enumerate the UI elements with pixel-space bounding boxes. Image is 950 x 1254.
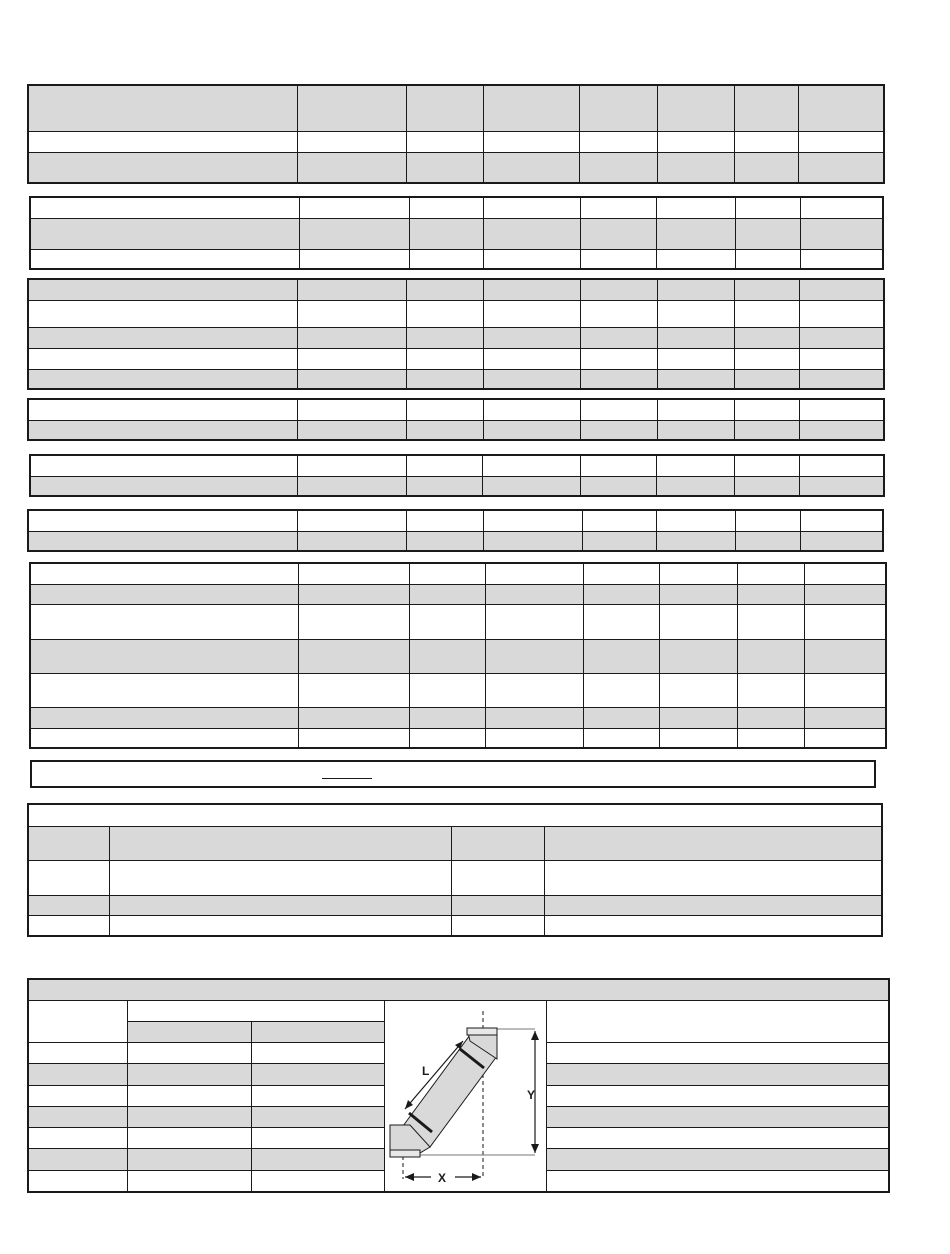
table-cell xyxy=(406,85,483,131)
table-row xyxy=(28,510,883,531)
table-cell xyxy=(28,348,297,369)
table-cell xyxy=(251,1043,384,1064)
table-cell xyxy=(737,604,804,639)
table-cell xyxy=(485,728,583,748)
table-header-row xyxy=(28,1000,889,1021)
table-cell xyxy=(251,1106,384,1127)
table-cell xyxy=(804,707,886,728)
l-label: L xyxy=(421,1063,429,1078)
table-cell xyxy=(251,1128,384,1149)
table-cell xyxy=(127,1149,251,1170)
table-cell xyxy=(583,639,659,673)
table-cell xyxy=(299,197,409,218)
top-collar xyxy=(467,1028,497,1035)
table-cell xyxy=(583,563,659,584)
table-cell xyxy=(737,639,804,673)
table-cell xyxy=(580,399,657,420)
table-cell xyxy=(546,1128,889,1149)
table-cell xyxy=(28,300,297,327)
table-cell xyxy=(109,826,451,860)
table-cell xyxy=(798,85,884,131)
table-cell xyxy=(109,860,451,895)
table-cell xyxy=(657,131,734,152)
table-cell xyxy=(482,455,580,476)
table-row xyxy=(28,152,884,183)
table-cell xyxy=(583,673,659,707)
table-row xyxy=(28,895,882,915)
table-cell xyxy=(734,131,798,152)
table-cell xyxy=(406,399,483,420)
table-cell xyxy=(800,197,883,218)
table-cell xyxy=(30,639,298,673)
table-cell xyxy=(28,979,889,1000)
table-row xyxy=(30,455,884,476)
table-title-row xyxy=(28,804,882,826)
table-cell xyxy=(483,327,580,348)
table-cell xyxy=(406,348,483,369)
table-cell xyxy=(127,1064,251,1085)
table-cell xyxy=(406,476,482,496)
table-cell xyxy=(734,279,799,300)
table-row xyxy=(30,673,886,707)
table-cell xyxy=(109,895,451,915)
table-cell xyxy=(804,563,886,584)
table-cell xyxy=(799,399,884,420)
table-cell xyxy=(485,639,583,673)
table-row xyxy=(30,476,884,496)
table-cell xyxy=(297,85,406,131)
table-row xyxy=(30,563,886,584)
table-cell xyxy=(483,399,580,420)
table-cell xyxy=(659,728,737,748)
table-header-row xyxy=(28,826,882,860)
table-cell xyxy=(28,895,109,915)
table-cell xyxy=(734,476,799,496)
table-cell xyxy=(657,369,734,389)
table-cell xyxy=(579,131,657,152)
table-cell xyxy=(406,152,483,183)
table-cell xyxy=(483,420,580,440)
table-row xyxy=(30,728,886,748)
table-cell xyxy=(799,327,884,348)
table-cell xyxy=(799,348,884,369)
table-cell xyxy=(28,1043,127,1064)
table-cell xyxy=(28,85,297,131)
table-cell xyxy=(579,152,657,183)
table-cell xyxy=(482,476,580,496)
note-box xyxy=(30,760,876,788)
table-cell xyxy=(800,510,883,531)
table-cell xyxy=(804,673,886,707)
spec-table-6 xyxy=(27,509,884,552)
table-row xyxy=(28,915,882,936)
table-cell xyxy=(804,604,886,639)
table-cell xyxy=(483,510,582,531)
table-cell xyxy=(409,563,485,584)
table-cell xyxy=(656,218,735,249)
table-cell xyxy=(734,327,799,348)
table-row xyxy=(28,399,884,420)
table-cell xyxy=(451,860,544,895)
table-row xyxy=(30,707,886,728)
table-title-row xyxy=(28,979,889,1000)
table-row xyxy=(28,300,884,327)
table-cell xyxy=(657,300,734,327)
table-cell xyxy=(30,197,299,218)
table-row xyxy=(30,584,886,604)
table-cell xyxy=(483,369,580,389)
table-row xyxy=(30,639,886,673)
table-cell xyxy=(735,249,800,269)
table-cell xyxy=(546,1064,889,1085)
table-cell xyxy=(580,420,657,440)
y-label: Y xyxy=(526,1087,535,1102)
table-cell xyxy=(734,399,799,420)
table-cell xyxy=(546,1000,889,1043)
table-cell xyxy=(409,707,485,728)
table-cell xyxy=(298,707,409,728)
table-row xyxy=(28,531,883,551)
table-cell xyxy=(30,563,298,584)
table-cell xyxy=(734,300,799,327)
table-cell xyxy=(28,1128,127,1149)
table-cell xyxy=(485,707,583,728)
x-arrow-left xyxy=(405,1173,414,1181)
spec-table-7 xyxy=(29,562,887,749)
table-cell xyxy=(298,639,409,673)
table-cell xyxy=(580,218,656,249)
x-label: X xyxy=(437,1170,446,1185)
table-cell xyxy=(737,584,804,604)
table-cell xyxy=(297,476,406,496)
table-cell xyxy=(737,563,804,584)
table-cell xyxy=(583,604,659,639)
table-cell xyxy=(546,1170,889,1191)
x-arrow-right xyxy=(472,1173,481,1181)
spec-table-5 xyxy=(29,454,885,497)
table-cell xyxy=(483,218,580,249)
table-cell xyxy=(579,85,657,131)
table-cell xyxy=(406,369,483,389)
table-cell xyxy=(657,348,734,369)
table-row xyxy=(28,369,884,389)
table-cell xyxy=(127,1021,251,1042)
table-cell xyxy=(483,531,582,551)
table-cell xyxy=(659,563,737,584)
table-cell xyxy=(30,218,299,249)
table-cell xyxy=(297,152,406,183)
table-cell xyxy=(127,1170,251,1191)
table-cell xyxy=(799,300,884,327)
table-cell xyxy=(734,348,799,369)
table-cell xyxy=(297,300,406,327)
table-cell xyxy=(799,420,884,440)
table-cell xyxy=(28,1106,127,1127)
table-cell xyxy=(804,584,886,604)
table-cell xyxy=(28,369,297,389)
table-cell xyxy=(804,639,886,673)
table-cell xyxy=(30,455,297,476)
table-cell xyxy=(737,728,804,748)
table-cell xyxy=(28,1170,127,1191)
table-cell xyxy=(580,197,656,218)
table-cell xyxy=(30,707,298,728)
table-cell xyxy=(799,455,884,476)
table-cell xyxy=(28,915,109,936)
table-cell xyxy=(409,218,483,249)
table-cell xyxy=(583,707,659,728)
table-cell xyxy=(485,584,583,604)
table-cell xyxy=(544,826,882,860)
table-cell xyxy=(251,1085,384,1106)
table-cell xyxy=(409,639,485,673)
y-arrow-top xyxy=(531,1031,539,1040)
table-cell xyxy=(483,131,579,152)
table-cell xyxy=(251,1170,384,1191)
table-cell xyxy=(580,279,657,300)
table-cell xyxy=(28,327,297,348)
table-cell xyxy=(451,826,544,860)
table-cell xyxy=(799,279,884,300)
table-row xyxy=(30,604,886,639)
table-cell xyxy=(298,673,409,707)
table-cell xyxy=(409,604,485,639)
table-cell xyxy=(299,249,409,269)
table-cell xyxy=(659,673,737,707)
table-cell xyxy=(799,476,884,496)
table-cell xyxy=(30,604,298,639)
table-cell xyxy=(546,1106,889,1127)
table-cell xyxy=(28,131,297,152)
table-cell xyxy=(657,279,734,300)
table-cell xyxy=(409,249,483,269)
table-cell xyxy=(657,85,734,131)
table-cell xyxy=(28,420,297,440)
table-row xyxy=(30,218,883,249)
table-cell xyxy=(483,197,580,218)
table-cell xyxy=(656,476,734,496)
table-cell xyxy=(30,673,298,707)
table-cell xyxy=(127,1085,251,1106)
table-cell xyxy=(800,531,883,551)
table-cell xyxy=(483,348,580,369)
table-cell xyxy=(580,369,657,389)
table-cell xyxy=(580,249,656,269)
table-cell xyxy=(28,826,109,860)
table-cell xyxy=(297,279,406,300)
table-cell xyxy=(659,707,737,728)
table-row xyxy=(30,249,883,269)
table-cell xyxy=(297,399,406,420)
table-cell xyxy=(127,1128,251,1149)
table-cell xyxy=(734,455,799,476)
table-cell xyxy=(406,531,483,551)
table-cell xyxy=(483,152,579,183)
table-cell xyxy=(798,152,884,183)
table-cell xyxy=(409,197,483,218)
table-cell xyxy=(485,563,583,584)
table-cell xyxy=(451,915,544,936)
table-cell xyxy=(798,131,884,152)
table-cell xyxy=(735,510,800,531)
table-cell xyxy=(734,420,799,440)
table-cell xyxy=(799,369,884,389)
table-cell xyxy=(656,455,734,476)
table-cell xyxy=(28,804,882,826)
table-cell xyxy=(737,673,804,707)
elbow-diagram xyxy=(385,1001,547,1191)
table-cell xyxy=(582,531,656,551)
table-cell xyxy=(297,131,406,152)
table-cell xyxy=(483,249,580,269)
table-cell xyxy=(28,279,297,300)
table-cell xyxy=(800,249,883,269)
elbow-table xyxy=(27,978,890,1193)
table-cell xyxy=(657,327,734,348)
table-cell xyxy=(299,218,409,249)
table-cell xyxy=(582,510,656,531)
table-cell xyxy=(30,728,298,748)
table-cell xyxy=(544,895,882,915)
table-cell xyxy=(28,1149,127,1170)
info-table xyxy=(27,803,883,937)
table-cell xyxy=(800,218,883,249)
table-cell xyxy=(580,476,656,496)
table-cell xyxy=(657,399,734,420)
table-cell xyxy=(580,455,656,476)
table-row xyxy=(28,348,884,369)
table-cell xyxy=(297,455,406,476)
table-cell xyxy=(580,348,657,369)
table-cell xyxy=(734,152,798,183)
table-cell xyxy=(659,584,737,604)
table-cell xyxy=(656,197,735,218)
table-cell xyxy=(483,279,580,300)
table-cell xyxy=(804,728,886,748)
table-cell xyxy=(298,604,409,639)
table-cell xyxy=(406,327,483,348)
spec-table-1 xyxy=(27,84,885,184)
table-cell xyxy=(485,604,583,639)
table-cell xyxy=(251,1064,384,1085)
table-cell xyxy=(544,860,882,895)
table-cell xyxy=(734,85,798,131)
spec-table-4 xyxy=(27,398,885,441)
table-cell xyxy=(28,1085,127,1106)
spec-table-3 xyxy=(27,278,885,390)
table-cell xyxy=(127,1043,251,1064)
table-cell xyxy=(28,1000,127,1043)
table-cell xyxy=(735,531,800,551)
table-cell xyxy=(28,531,297,551)
table-cell xyxy=(657,152,734,183)
bottom-collar xyxy=(390,1150,420,1157)
table-cell xyxy=(409,728,485,748)
table-cell xyxy=(544,915,882,936)
table-row xyxy=(28,860,882,895)
table-cell xyxy=(28,860,109,895)
y-arrow-bottom xyxy=(531,1144,539,1153)
table-header-row xyxy=(28,85,884,131)
table-cell xyxy=(659,604,737,639)
table-cell xyxy=(409,673,485,707)
table-cell xyxy=(251,1149,384,1170)
table-cell xyxy=(735,218,800,249)
table-cell xyxy=(483,85,579,131)
table-cell xyxy=(546,1043,889,1064)
table-cell xyxy=(409,584,485,604)
table-cell xyxy=(659,639,737,673)
table-cell xyxy=(406,300,483,327)
table-cell xyxy=(406,510,483,531)
table-cell xyxy=(734,369,799,389)
table-cell xyxy=(28,510,297,531)
table-cell xyxy=(297,369,406,389)
table-cell xyxy=(127,1000,384,1021)
table-cell xyxy=(28,152,297,183)
table-cell xyxy=(28,1064,127,1085)
table-cell xyxy=(297,420,406,440)
table-cell xyxy=(656,249,735,269)
table-cell xyxy=(656,531,735,551)
table-cell xyxy=(735,197,800,218)
table-cell xyxy=(109,915,451,936)
table-cell xyxy=(127,1106,251,1127)
spec-table-2 xyxy=(29,196,884,270)
table-row xyxy=(28,327,884,348)
table-row xyxy=(28,420,884,440)
table-cell xyxy=(656,510,735,531)
table-cell xyxy=(30,249,299,269)
table-cell xyxy=(297,327,406,348)
table-cell xyxy=(297,348,406,369)
table-row xyxy=(28,279,884,300)
table-cell xyxy=(30,584,298,604)
table-cell xyxy=(546,1149,889,1170)
table-cell xyxy=(580,327,657,348)
table-cell xyxy=(406,279,483,300)
table-cell xyxy=(580,300,657,327)
table-row xyxy=(30,197,883,218)
table-cell xyxy=(298,584,409,604)
table-cell xyxy=(406,455,482,476)
table-cell xyxy=(483,300,580,327)
table-cell xyxy=(406,420,483,440)
table-cell xyxy=(297,510,406,531)
table-row xyxy=(28,131,884,152)
table-cell xyxy=(583,584,659,604)
diagram-cell xyxy=(384,1000,546,1192)
table-cell xyxy=(297,531,406,551)
table-cell xyxy=(251,1021,384,1042)
table-cell xyxy=(737,707,804,728)
table-cell xyxy=(298,728,409,748)
table-cell xyxy=(28,399,297,420)
table-cell xyxy=(298,563,409,584)
table-cell xyxy=(406,131,483,152)
table-cell xyxy=(546,1085,889,1106)
table-cell xyxy=(451,895,544,915)
note-underline xyxy=(322,778,372,779)
table-cell xyxy=(485,673,583,707)
table-cell xyxy=(583,728,659,748)
table-cell xyxy=(657,420,734,440)
table-cell xyxy=(30,476,297,496)
